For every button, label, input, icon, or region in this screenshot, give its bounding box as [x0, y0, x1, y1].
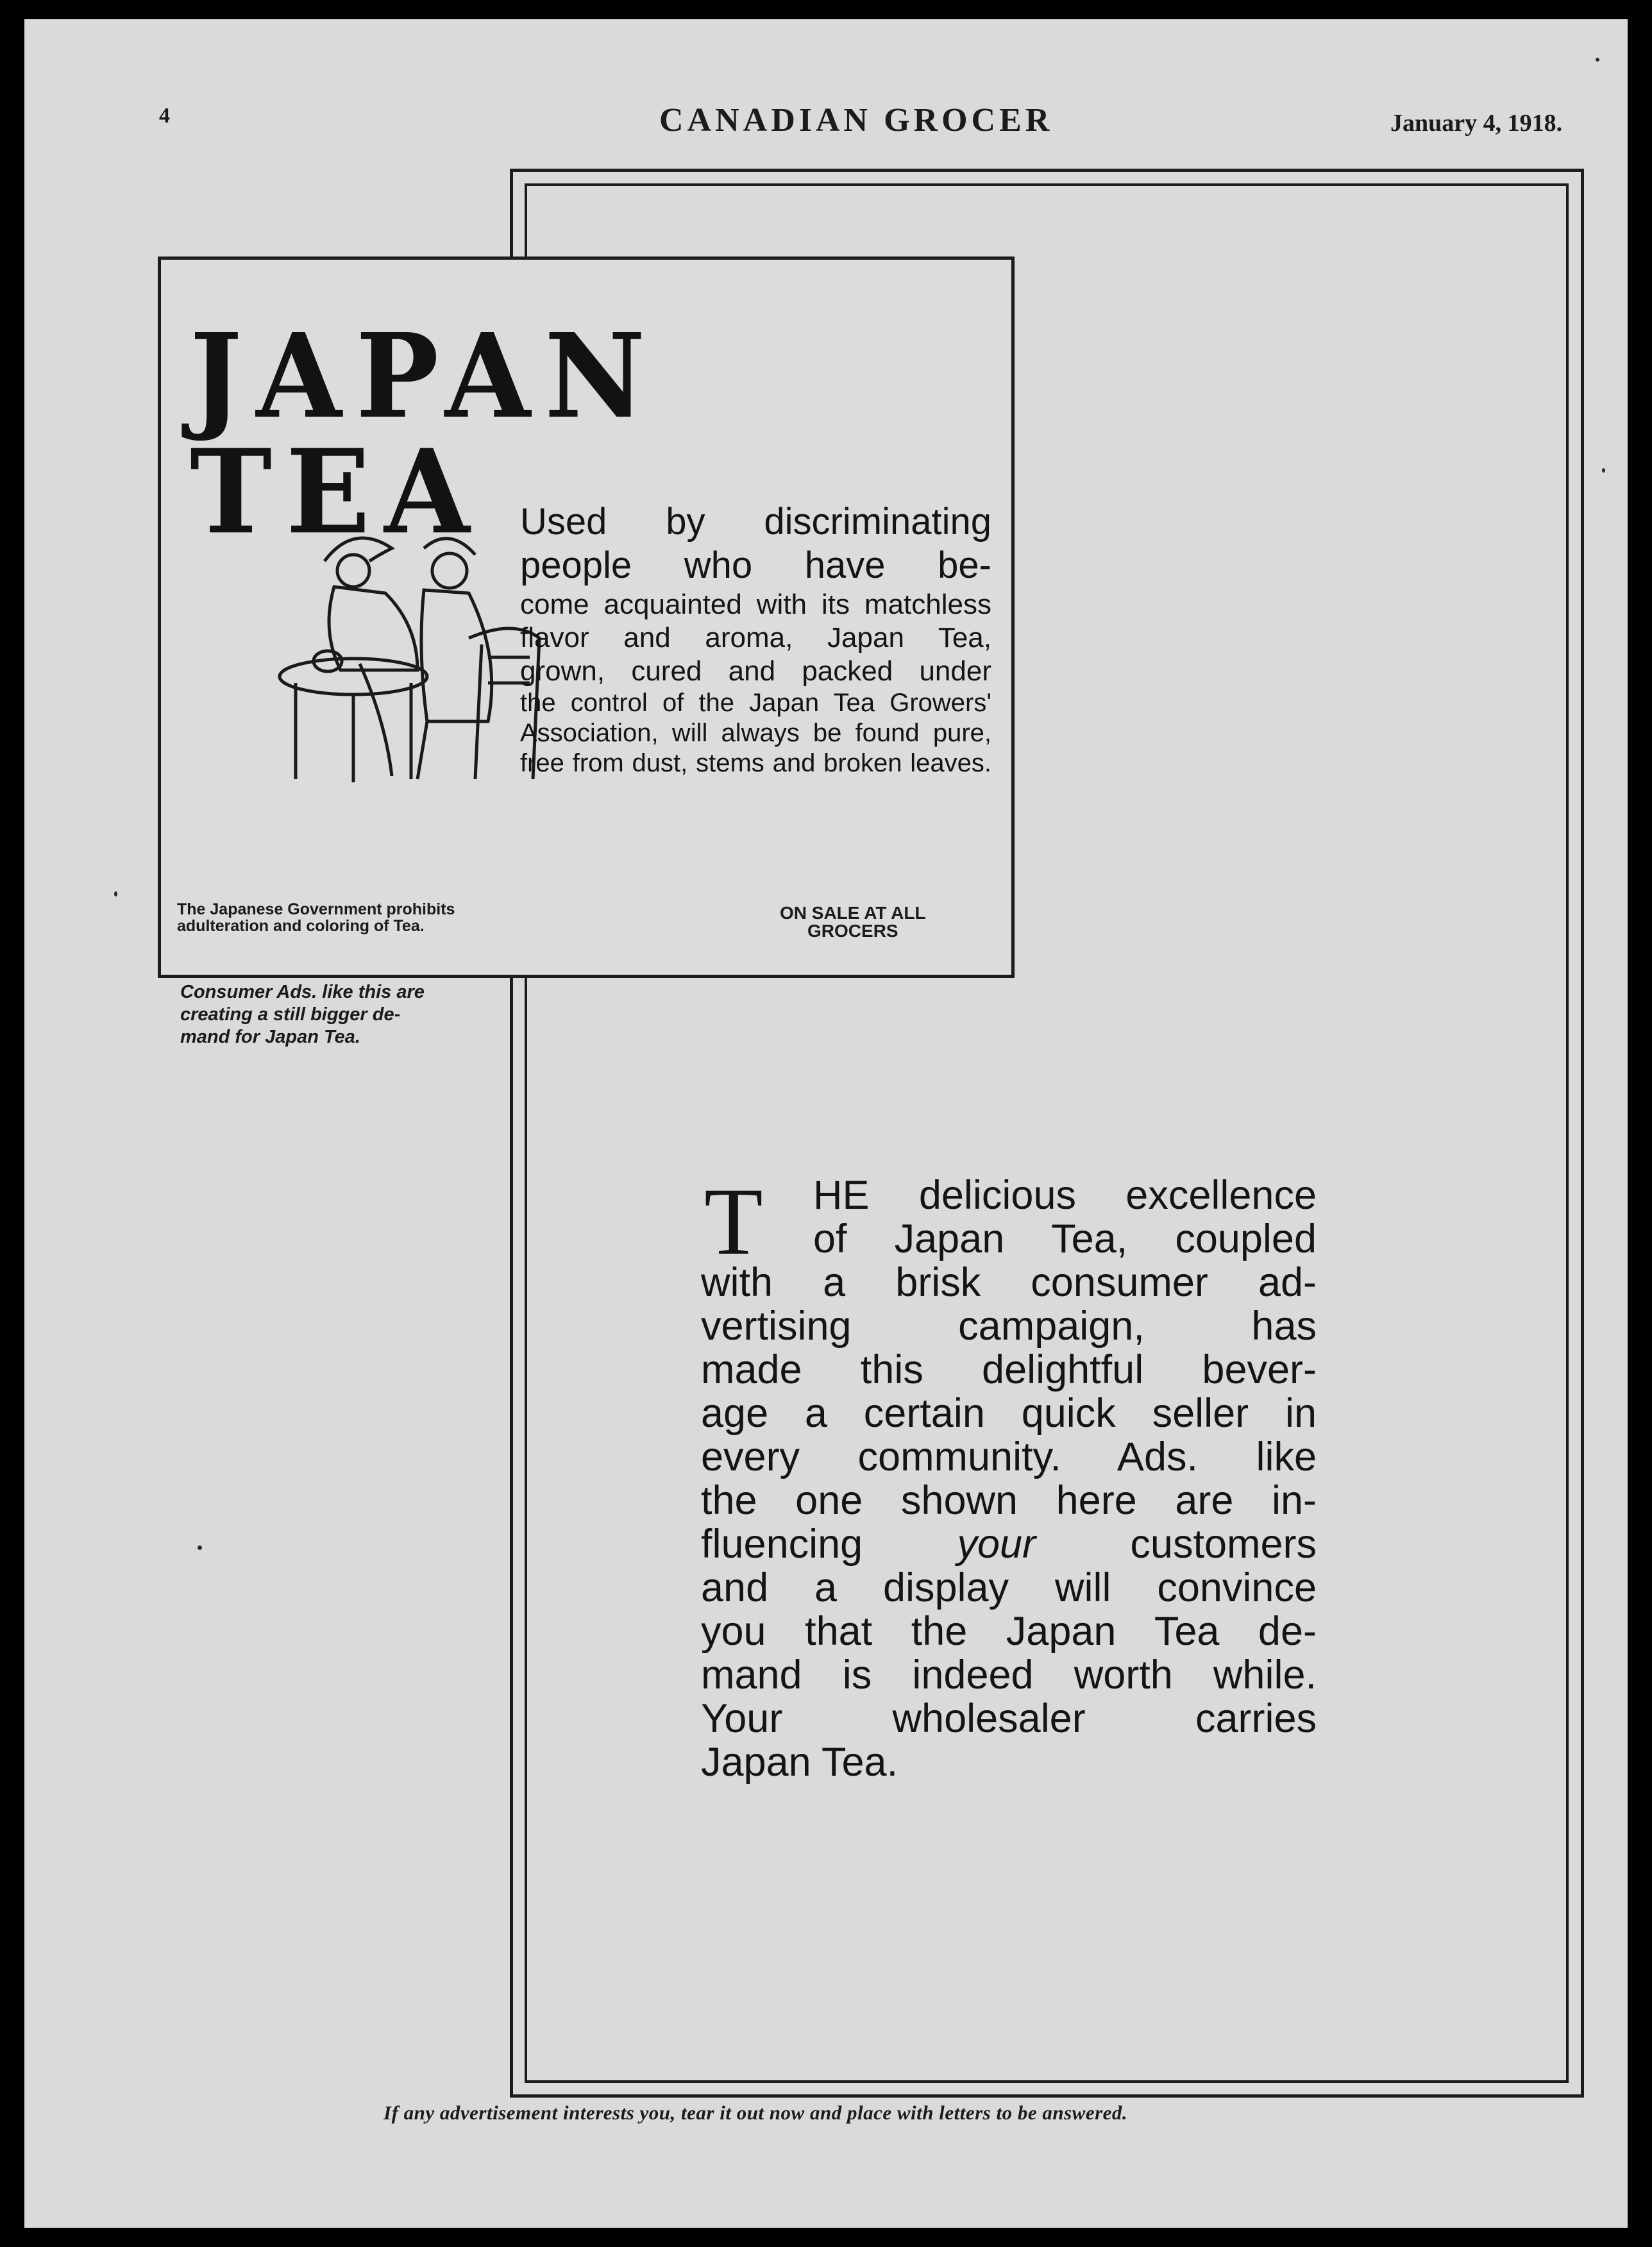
copy-line: the one shown here are in-	[701, 1478, 1317, 1523]
print-speck	[1596, 58, 1599, 62]
government-note-line: adulteration and coloring of Tea.	[177, 917, 425, 936]
emphasis-word: your	[957, 1522, 1036, 1567]
copy-line: age a certain quick seller in	[701, 1391, 1317, 1436]
copy-line: and a display will convince	[701, 1565, 1317, 1610]
main-ad-copy	[701, 1168, 1317, 1785]
sale-note-line: GROCERS	[807, 921, 898, 941]
drop-cap: T	[704, 1168, 763, 1275]
ad-caption	[180, 981, 501, 1048]
ad-body-line: flavor and aroma, Japan Tea,	[520, 621, 991, 653]
copy-line: Japan Tea.	[701, 1740, 898, 1785]
ad-title: JAPAN TEA	[190, 307, 660, 560]
copy-line: vertising campaign, has	[701, 1304, 1317, 1349]
consumer-ad-box	[158, 257, 1015, 978]
copy-line: Your wholesaler carries	[701, 1696, 1317, 1741]
footer-note: If any advertisement interests you, tear it out now and place with letters to be answered.	[384, 2101, 1128, 2124]
copy-line: mand is indeed worth while.	[701, 1653, 1317, 1697]
print-speck	[1602, 468, 1605, 473]
caption-line: creating a still bigger de-	[180, 1004, 401, 1025]
issue-date: January 4, 1918.	[1390, 110, 1563, 137]
copy-line: every community. Ads. like	[701, 1435, 1317, 1479]
ad-body-line: the control of the Japan Tea Growers'	[520, 688, 991, 717]
ad-body-line: come acquainted with its matchless	[520, 588, 991, 620]
copy-line: fluencing your customers	[701, 1522, 1317, 1567]
copy-line: made this delightful bever-	[701, 1347, 1317, 1392]
copy-line: of Japan Tea, coupled	[813, 1216, 1317, 1261]
copy-line: you that the Japan Tea de-	[701, 1609, 1317, 1654]
caption-line: mand for Japan Tea.	[180, 1026, 360, 1047]
copy-line: HE delicious excellence	[813, 1173, 1317, 1218]
ad-body-line: grown, cured and packed under	[520, 655, 991, 687]
government-note-line: The Japanese Government prohibits	[177, 900, 455, 918]
print-speck	[198, 1545, 202, 1550]
copy-line: with a brisk consumer ad-	[701, 1260, 1317, 1305]
government-note	[177, 901, 455, 935]
ad-body-line: Association, will always be found pure,	[520, 718, 991, 747]
ad-body-line: people who have be-	[520, 544, 991, 587]
sale-note-line: ON SALE AT ALL	[780, 903, 926, 923]
ad-body-text	[520, 500, 991, 778]
page-number: 4	[159, 104, 170, 128]
caption-line: Consumer Ads. like this are	[180, 982, 425, 1002]
page-sheet	[24, 19, 1628, 2228]
ad-body-line: free from dust, stems and broken leaves.	[520, 748, 991, 777]
ad-body-line: Used by discriminating	[520, 501, 991, 543]
sale-note	[780, 904, 926, 940]
print-speck	[114, 891, 117, 896]
publication-title: CANADIAN GROCER	[659, 102, 1054, 139]
